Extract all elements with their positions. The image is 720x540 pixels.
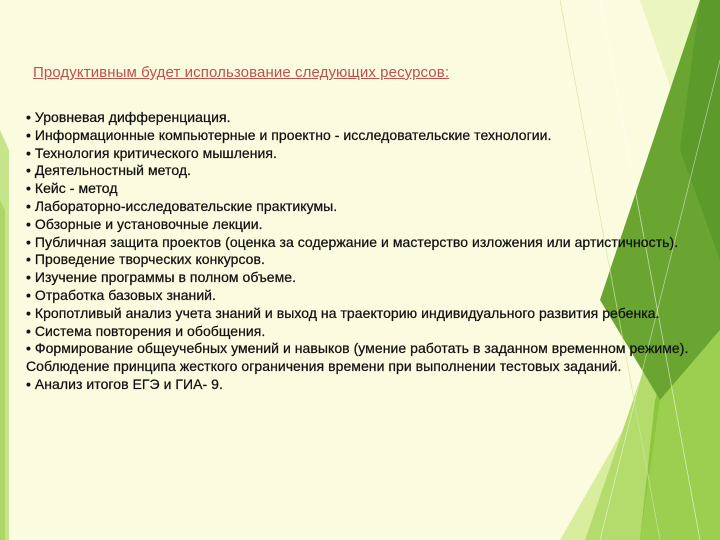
list-item: • Отработка базовых знаний. — [26, 286, 216, 303]
list-item: • Деятельностный метод. — [26, 162, 192, 179]
list-item: • Уровневая дифференциация. — [26, 109, 231, 125]
list-item: • Анализ итогов ЕГЭ и ГИА- 9. — [26, 375, 223, 392]
list-item: • Технология критического мышления. — [26, 144, 277, 161]
list-item: • Формирование общеучебных умений и навыков (умение работать в заданном временном режиме). Соблюдение принципа жесткого ограничения времени при выполнении тестовых заданий. — [26, 340, 689, 375]
list-item: • Информационные компьютерные и проектно - исследовательские технологии. — [26, 126, 552, 143]
left-green-strip-dark — [0, 200, 5, 540]
list-item: • Обзорные и установочные лекции. — [26, 215, 263, 232]
list-item: • Публичная защита проектов (оценка за содержание и мастерство изложения или артистичность). — [26, 233, 679, 250]
slide-title: Продуктивным будет использование следующих ресурсов: — [33, 64, 450, 81]
resource-list — [26, 109, 694, 394]
list-item: • Проведение творческих конкурсов. — [26, 251, 265, 268]
list-item: • Кропотливый анализ учета знаний и выход на траекторию индивидуального развития ребенка. — [26, 304, 660, 321]
list-item: • Изучение программы в полном объеме. — [26, 269, 297, 286]
list-item: • Система повторения и обобщения. — [26, 322, 266, 339]
list-item: • Кейс - метод — [26, 180, 118, 197]
list-item: • Лабораторно-исследовательские практикумы. — [26, 197, 338, 214]
